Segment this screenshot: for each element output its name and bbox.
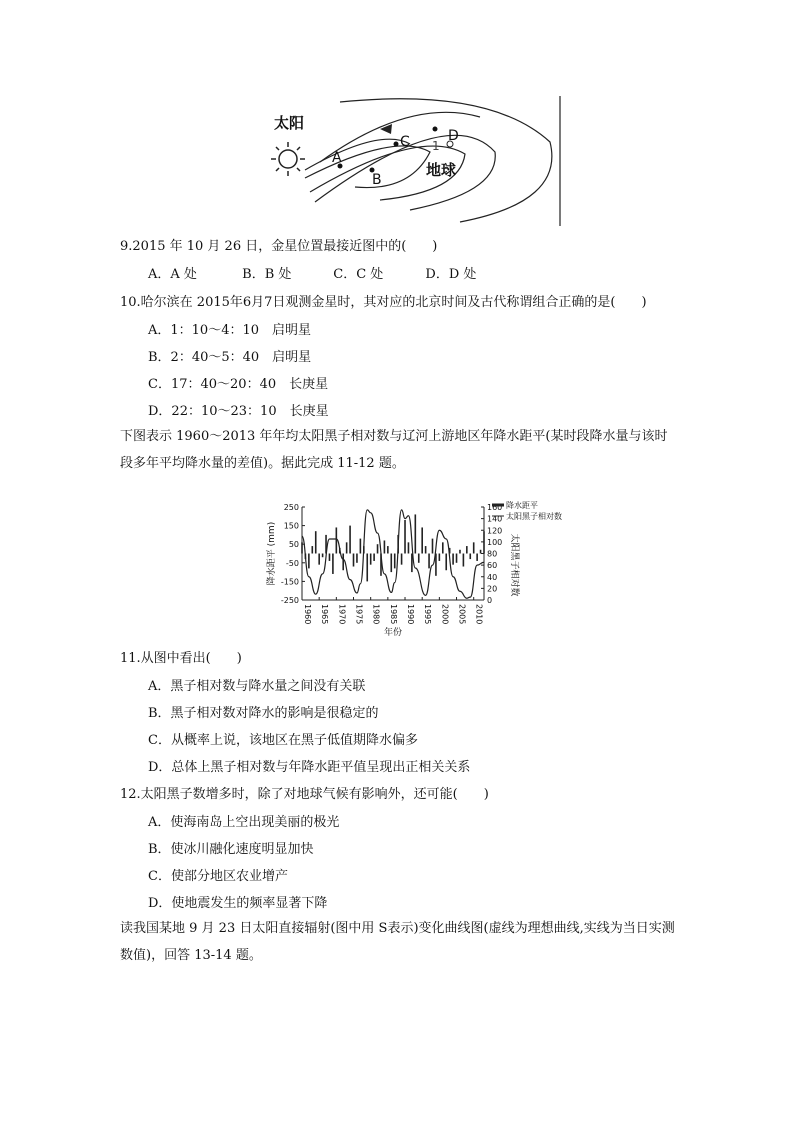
precip-bar bbox=[322, 554, 324, 558]
q11-option-b[interactable]: B．黑子相对数对降水的影响是很稳定的 bbox=[148, 706, 379, 721]
right-axis-label: 太阳黑子相对数 bbox=[509, 533, 519, 597]
precip-bar bbox=[466, 546, 468, 553]
q12-option-a[interactable]: A．使海南岛上空出现美丽的极光 bbox=[148, 815, 340, 830]
right-tick-label: 160 bbox=[487, 503, 503, 512]
precip-bar bbox=[308, 554, 310, 569]
precip-bar bbox=[318, 554, 320, 565]
left-tick-label: 50 bbox=[288, 540, 299, 550]
precip-bar bbox=[377, 544, 379, 553]
precip-bar bbox=[342, 554, 344, 571]
x-tick-label: 1970 bbox=[337, 604, 347, 625]
legend-sunspot: 太阳黑子相对数 bbox=[506, 512, 562, 521]
orbit-arrow bbox=[380, 124, 392, 134]
x-tick-label: 1960 bbox=[303, 604, 312, 625]
intro-paragraph-13-14: 读我国某地 9 月 23 日太阳直接辐射(图中用 S表示)变化曲线图(虚线为理想曲线,实线为当日实测数值)，回答 13-14 题。 bbox=[120, 921, 675, 963]
x-axis-label: 年份 bbox=[383, 628, 403, 638]
precip-bar bbox=[421, 527, 423, 553]
x-tick-label: 2010 bbox=[474, 604, 484, 625]
precip-bar bbox=[452, 554, 454, 565]
precip-bar bbox=[442, 542, 444, 553]
precip-bar bbox=[312, 546, 314, 553]
precip-bar bbox=[445, 554, 447, 571]
right-tick-label: 20 bbox=[487, 584, 498, 594]
precip-bar bbox=[428, 554, 430, 569]
left-tick-label: -50 bbox=[285, 558, 299, 568]
x-tick-label: 1965 bbox=[320, 604, 330, 625]
sun-label: 太阳 bbox=[274, 114, 305, 132]
precip-bar bbox=[360, 539, 362, 554]
precip-bar bbox=[459, 550, 461, 554]
point-c-dot bbox=[394, 142, 399, 147]
earth-marker: 1 bbox=[432, 139, 440, 153]
question-9: 9.2015 年 10 月 26 日，金星位置最接近图中的( ) bbox=[120, 239, 438, 254]
left-axis-label: 降水距平 (mm) bbox=[267, 521, 277, 586]
right-tick-label: 40 bbox=[487, 572, 498, 582]
q11-option-a[interactable]: A．黑子相对数与降水量之间没有关联 bbox=[148, 679, 366, 694]
x-tick-label: 1990 bbox=[406, 604, 416, 625]
precip-bar bbox=[349, 526, 351, 554]
precip-bar bbox=[408, 542, 410, 553]
precip-bar bbox=[373, 554, 375, 561]
right-tick-label: 0 bbox=[487, 596, 493, 605]
precip-bar bbox=[353, 554, 355, 567]
precip-bar bbox=[439, 554, 441, 561]
x-tick-label: 1975 bbox=[354, 604, 364, 625]
right-tick-label: 140 bbox=[487, 514, 503, 524]
precip-bar bbox=[463, 554, 465, 567]
left-tick-label: 150 bbox=[283, 521, 299, 531]
point-d-label: D bbox=[448, 128, 459, 144]
point-a-label: A bbox=[332, 150, 342, 166]
precip-bar bbox=[411, 554, 413, 573]
precip-bar bbox=[315, 531, 317, 553]
right-tick-label: 80 bbox=[487, 549, 498, 559]
precip-bar bbox=[418, 554, 420, 563]
point-b-label: B bbox=[372, 172, 382, 188]
precip-bar bbox=[301, 542, 303, 553]
question-12: 12.太阳黑子数增多时，除了对地球气候有影响外，还可能( ) bbox=[120, 787, 489, 802]
q10-option-b[interactable]: B．2：40～5：40 启明星 bbox=[148, 350, 312, 365]
intro-paragraph-11-12: 下图表示 1960～2013 年年均太阳黑子相对数与辽河上游地区年降水距平(某时段降水量与该时段多年平均降水量的差值)。据此完成 11-12 题。 bbox=[120, 429, 668, 471]
q12-option-d[interactable]: D．使地震发生的频率显著下降 bbox=[148, 896, 328, 911]
left-tick-label: 250 bbox=[283, 503, 299, 512]
precip-bar bbox=[456, 554, 458, 563]
left-tick-label: -150 bbox=[280, 577, 299, 587]
precip-bar bbox=[432, 539, 434, 554]
precip-bar bbox=[356, 554, 358, 563]
q10-option-c[interactable]: C．17：40～20：40 长庚星 bbox=[148, 377, 329, 392]
q10-option-a[interactable]: A．1：10～4：10 启明星 bbox=[148, 323, 312, 338]
question-11: 11.从图中看出( ) bbox=[120, 651, 242, 666]
precip-bar bbox=[346, 542, 348, 553]
x-tick-label: 1995 bbox=[423, 604, 433, 625]
precip-bar bbox=[390, 554, 392, 573]
q9-option-c[interactable]: C．C 处 bbox=[333, 267, 384, 282]
precip-bar bbox=[366, 554, 368, 582]
right-tick-label: 120 bbox=[487, 526, 503, 536]
precip-bar bbox=[404, 520, 406, 553]
precip-bar bbox=[415, 514, 417, 553]
x-tick-label: 1985 bbox=[388, 604, 398, 625]
x-tick-label: 1980 bbox=[371, 604, 381, 625]
q9-option-d[interactable]: D．D 处 bbox=[425, 267, 477, 282]
precip-bar bbox=[469, 554, 471, 560]
left-tick-label: -250 bbox=[280, 596, 299, 605]
precip-bar bbox=[332, 554, 334, 574]
precip-bar bbox=[401, 554, 403, 565]
q11-option-d[interactable]: D．总体上黑子相对数与年降水距平值呈现出正相关关系 bbox=[148, 760, 471, 775]
sun-icon bbox=[271, 142, 305, 176]
x-tick-label: 2005 bbox=[457, 604, 467, 625]
legend-precip: 降水距平 bbox=[506, 501, 538, 510]
precip-bar bbox=[384, 540, 386, 553]
q10-option-d[interactable]: D．22：10～23：10 长庚星 bbox=[148, 404, 329, 419]
sunspot-precipitation-chart bbox=[262, 495, 562, 640]
precip-bar bbox=[336, 527, 338, 553]
right-tick-label: 100 bbox=[487, 537, 503, 547]
precip-bar bbox=[370, 554, 372, 565]
precip-bar bbox=[483, 531, 485, 553]
q11-option-c[interactable]: C．从概率上说，该地区在黑子低值期降水偏多 bbox=[148, 733, 418, 748]
x-tick-label: 2000 bbox=[440, 604, 450, 625]
q9-option-a[interactable]: A．A 处 bbox=[148, 267, 197, 282]
earth-label: 地球 bbox=[426, 161, 457, 179]
q12-option-c[interactable]: C．使部分地区农业增产 bbox=[148, 869, 288, 884]
point-d-dot bbox=[433, 127, 438, 132]
right-tick-label: 60 bbox=[487, 561, 498, 571]
question-9-options bbox=[148, 263, 476, 282]
precip-bar bbox=[387, 546, 389, 553]
orbit-diagram bbox=[260, 92, 570, 228]
point-c-label: C bbox=[400, 134, 410, 150]
precip-bar bbox=[476, 554, 478, 561]
precip-bar bbox=[425, 546, 427, 553]
precip-bar bbox=[480, 550, 482, 554]
question-10: 10.哈尔滨在 2015年6月7日观测金星时，其对应的北京时间及古代称谓组合正确的是( ) bbox=[120, 295, 647, 310]
precip-bar bbox=[394, 554, 396, 569]
q12-option-b[interactable]: B．使冰川融化速度明显加快 bbox=[148, 842, 314, 857]
precip-bar bbox=[473, 542, 475, 553]
q9-option-b[interactable]: B．B 处 bbox=[242, 267, 292, 282]
precip-bar bbox=[329, 554, 331, 561]
